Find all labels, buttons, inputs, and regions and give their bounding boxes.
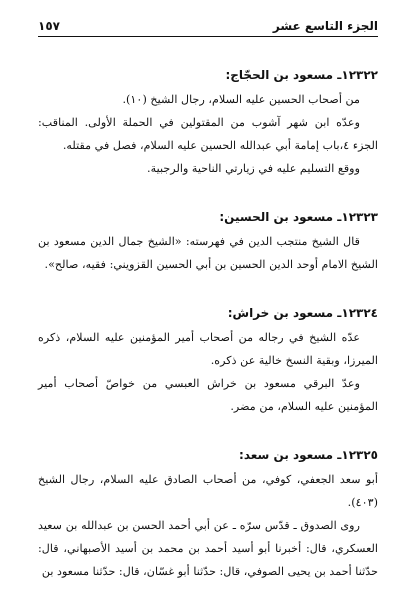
entry-12325 [38, 444, 378, 583]
entry-paragraph: من أصحاب الحسين عليه السلام، رجال الشيخ (١٠). [122, 93, 360, 106]
entry-paragraph: أبو سعد الجعفي، كوفي، من أصحاب الصادق عليه السلام، رجال الشيخ (٤٠٣). [38, 473, 378, 509]
entry-title: ١٢٣٢٤ـ مسعود بن خراش: [227, 306, 378, 320]
entry-title: ١٢٣٢٣ـ مسعود بن الحسين: [219, 210, 378, 224]
entry-title: ١٢٣٢٢ـ مسعود بن الحجّاج: [225, 68, 378, 82]
page-number: ١٥٧ [38, 19, 60, 33]
entry-paragraph: وعدّ البرقي مسعود بن خراش العبسي من خواصّ أصحاب أمير المؤمنين عليه السلام، من مضر. [38, 377, 378, 413]
entry-paragraph: عدّه الشيخ في رجاله من أصحاب أمير المؤمنين عليه السلام، ذكره الميرزا، وبقية النسخ خالية عن ذكره. [38, 331, 378, 367]
entry-title: ١٢٣٢٥ـ مسعود بن سعد: [239, 448, 378, 462]
entry-paragraph: ووقع التسليم عليه في زيارتي الناحية والرجبية. [147, 162, 360, 175]
page-body [38, 64, 378, 609]
running-header-title: الجزء التاسع عشر [272, 19, 378, 33]
entry-12322 [38, 64, 378, 180]
entry-paragraph: قال الشيخ منتجب الدين في فهرسته: «الشيخ جمال الدين مسعود بن الشيخ الامام أوحد الدين الحسين بن أبي الحسين القزويني: فقيه، صالح». [38, 235, 378, 271]
entry-12323 [38, 206, 378, 276]
entry-12324 [38, 302, 378, 418]
entry-paragraph: روى الصدوق ـ قدّس سرّه ـ عن أبي أحمد الحسن بن عبدالله بن سعيد العسكري، قال: أخبرنا أبو أسيد أحمد بن محمد بن أسيد الأصبهاني، قال: حدّثنا أحمد بن يحيى الصوفي، قال: حدّثنا أبو غسّان، قال: حدّثنا مسعود بن [38, 519, 378, 578]
entry-paragraph: وعدّه ابن شهر آشوب من المقتولين في الحملة الأولى. المناقب: الجزء ٤،باب إمامة أبي عبدالله الحسين عليه السلام، فصل في مقتله. [38, 116, 378, 152]
running-header [38, 14, 378, 37]
